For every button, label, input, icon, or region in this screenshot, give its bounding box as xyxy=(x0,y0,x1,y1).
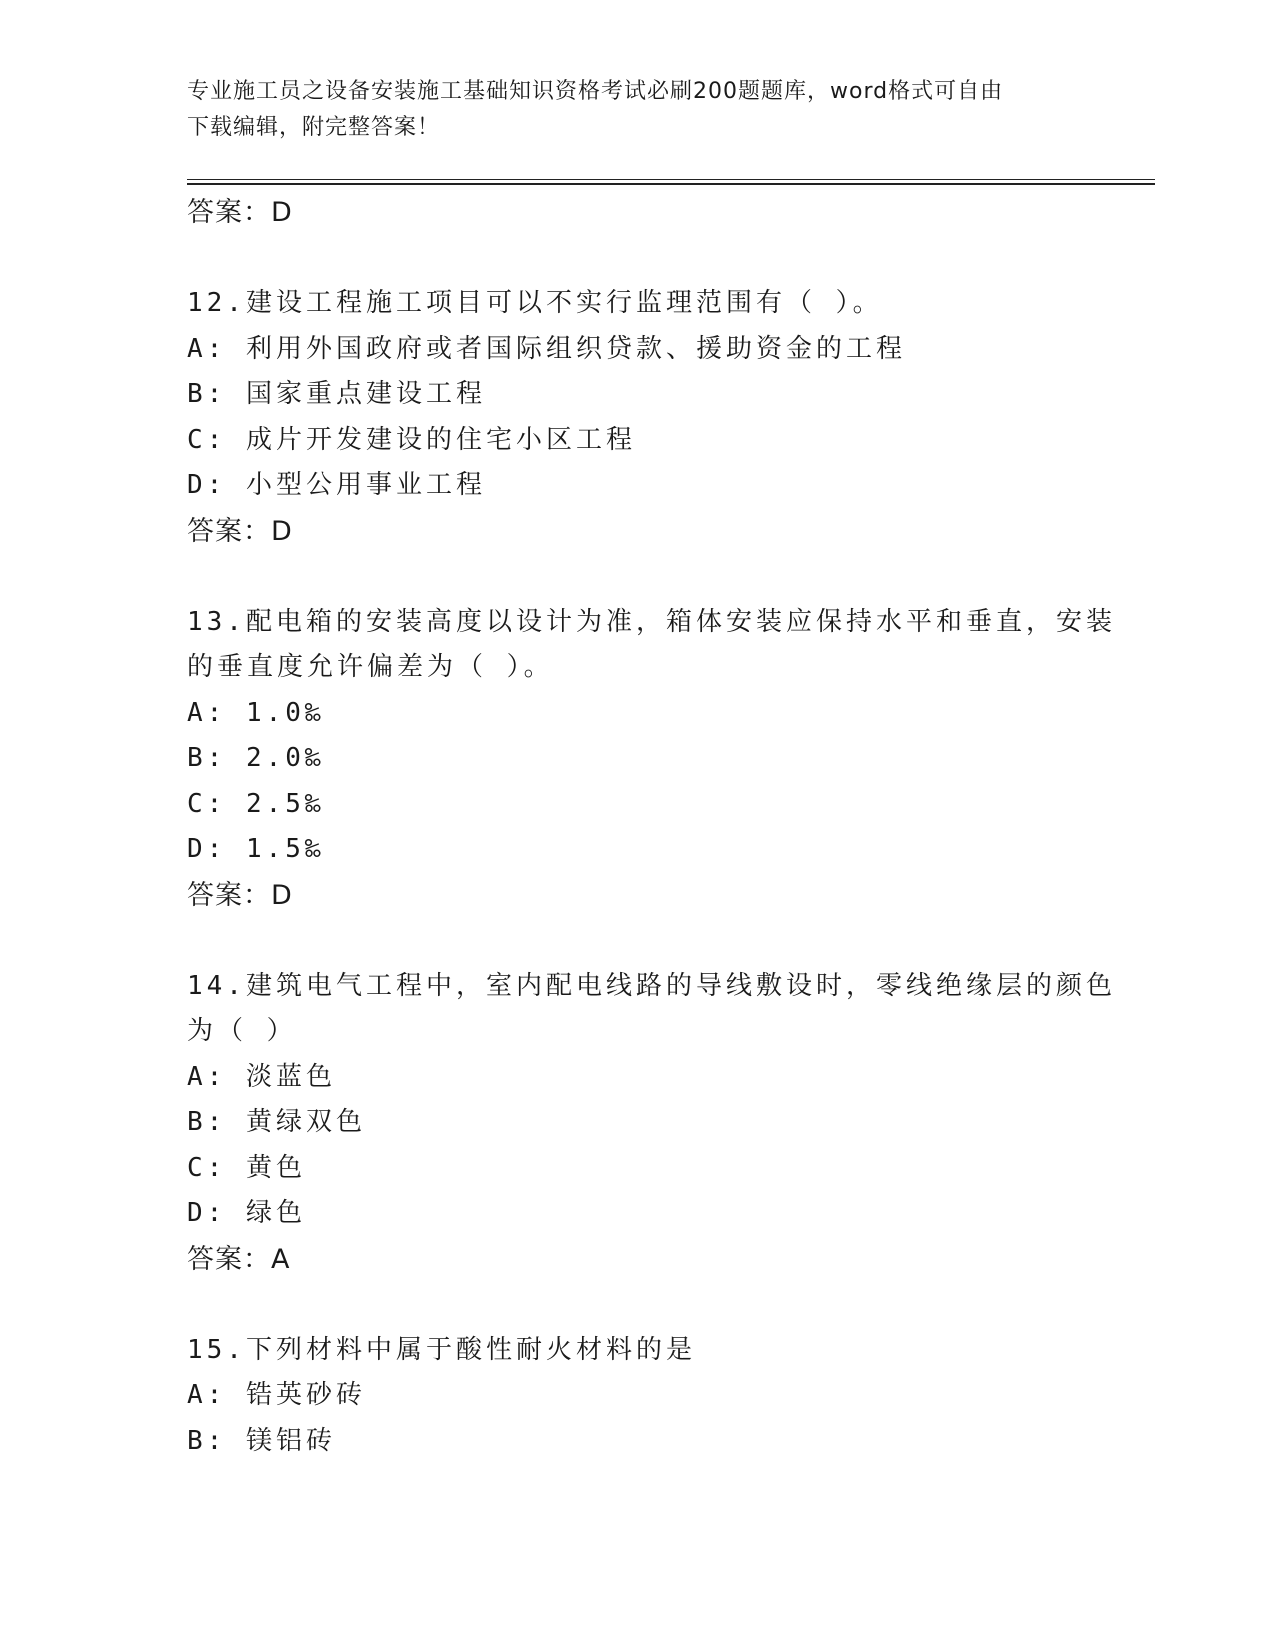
header-line-1: 专业施工员之设备安装施工基础知识资格考试必刷200题题库，word格式可自由 xyxy=(187,79,1004,104)
option-c: C: 黄色 xyxy=(187,1152,306,1183)
answer-line: 答案：D xyxy=(187,197,293,228)
question-stem: 15.下列材料中属于酸性耐火材料的是 xyxy=(187,1334,696,1365)
spacer xyxy=(187,554,1087,600)
option-b: B: 镁铝砖 xyxy=(187,1425,336,1456)
header-rule-thin xyxy=(187,179,1155,180)
question-14 xyxy=(187,964,1116,1283)
option-c: C: 成片开发建设的住宅小区工程 xyxy=(187,424,636,455)
option-b: B: 国家重点建设工程 xyxy=(187,379,486,409)
answer-line: 答案：D xyxy=(187,515,293,547)
spacer xyxy=(187,918,1087,964)
option-a: A: 利用外国政府或者国际组织贷款、援助资金的工程 xyxy=(187,333,906,364)
question-stem: 14.建筑电气工程中，室内配电线路的导线敷设时，零线绝缘层的颜色 xyxy=(187,970,1116,1001)
option-d: D: 小型公用事业工程 xyxy=(187,470,486,500)
question-stem: 12.建设工程施工项目可以不实行监理范围有（ ）。 xyxy=(187,288,883,318)
option-d: D: 绿色 xyxy=(187,1198,306,1228)
document-header xyxy=(187,74,1077,146)
option-c: C: 2.5‰ xyxy=(187,788,325,819)
option-a: A: 1.0‰ xyxy=(187,697,325,728)
question-15 xyxy=(187,1328,1087,1465)
spacer xyxy=(187,1282,1087,1328)
answer-line: 答案：D xyxy=(187,879,293,911)
spacer xyxy=(187,236,1087,282)
option-a: A: 淡蓝色 xyxy=(187,1061,336,1092)
answer-line: 答案：A xyxy=(187,1243,291,1275)
question-13 xyxy=(187,600,1116,919)
header-line-2: 下载编辑，附完整答案！ xyxy=(187,115,441,140)
question-stem: 13.配电箱的安装高度以设计为准，箱体安装应保持水平和垂直，安装 xyxy=(187,606,1116,637)
option-a: A: 锆英砂砖 xyxy=(187,1380,366,1410)
question-stem-continued: 为（ ） xyxy=(187,1016,297,1046)
question-stem-continued: 的垂直度允许偏差为（ ）。 xyxy=(187,652,554,682)
option-b: B: 黄绿双色 xyxy=(187,1107,366,1137)
document-body xyxy=(187,190,1116,1464)
header-rule-thick xyxy=(187,183,1155,185)
question-12 xyxy=(187,281,1087,554)
option-b: B: 2.0‰ xyxy=(187,743,325,773)
option-d: D: 1.5‰ xyxy=(187,834,325,864)
